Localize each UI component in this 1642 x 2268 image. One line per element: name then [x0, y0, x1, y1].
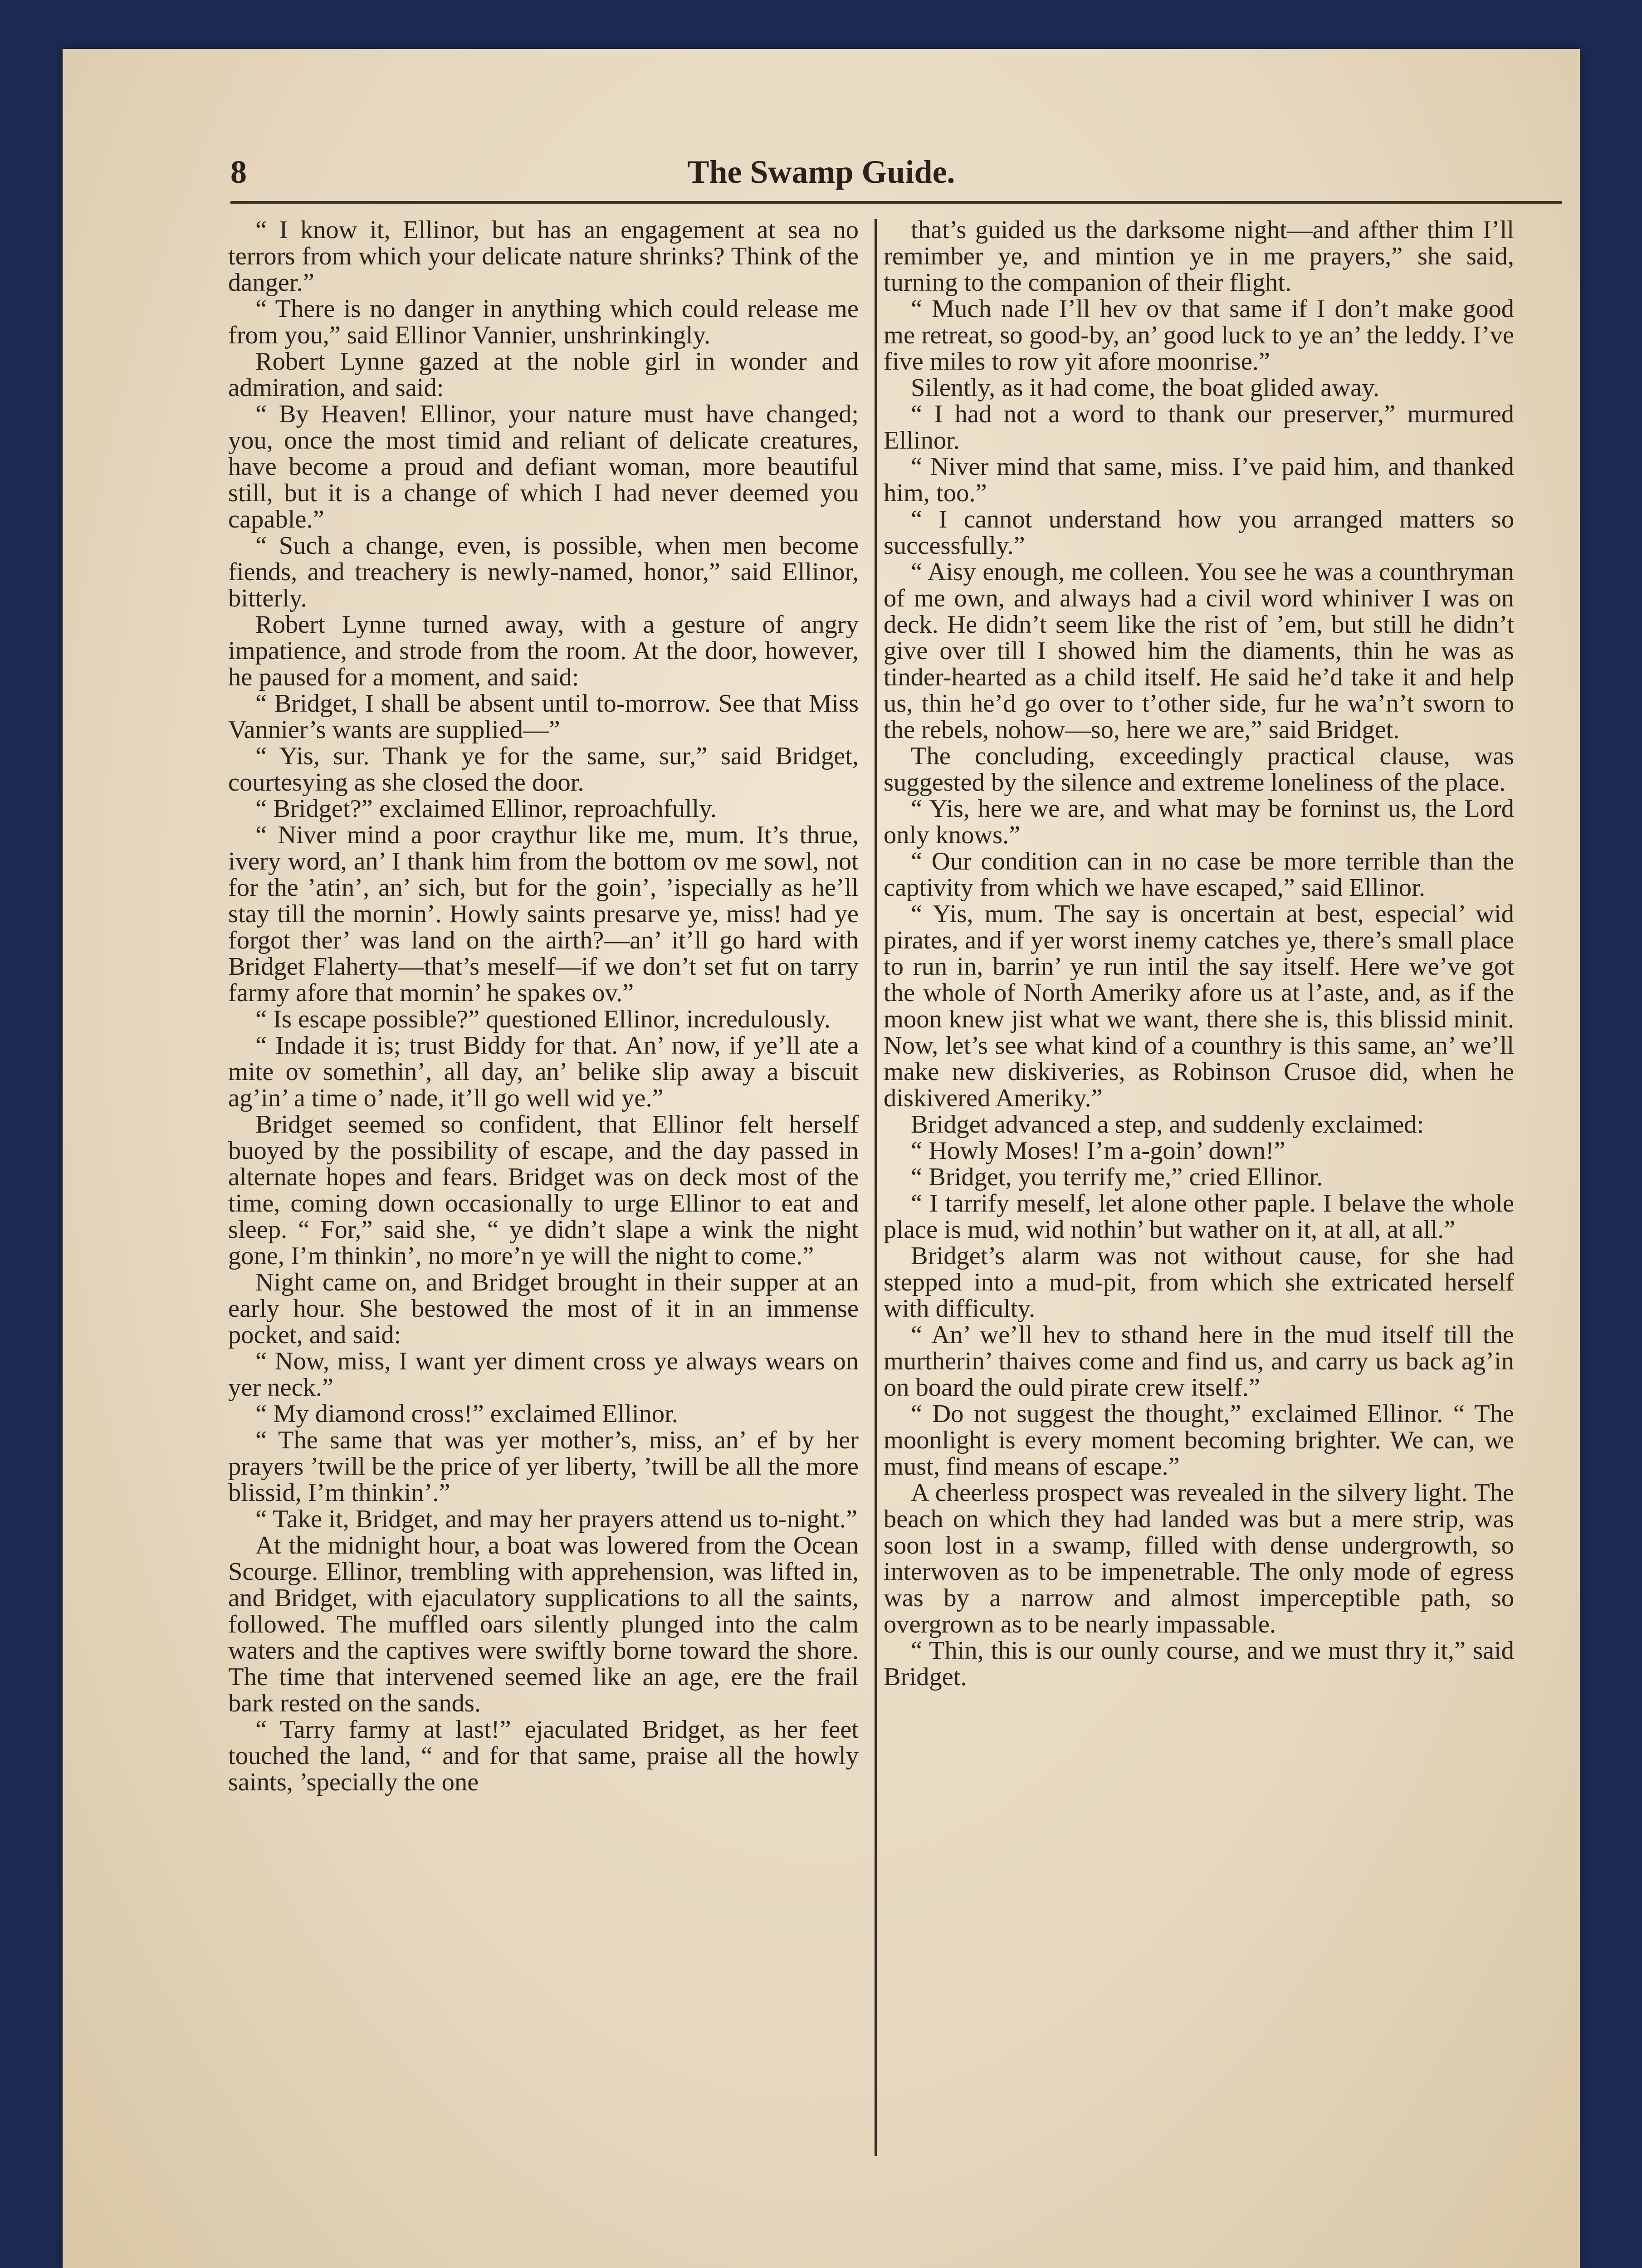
paragraph: “ Thin, this is our ounly course, and we must thry it,” said Bridget. — [884, 1637, 1514, 1691]
paragraph: Bridget’s alarm was not without cause, for she had stepped into a mud-pit, from which she extricated herself with difficulty. — [884, 1242, 1514, 1323]
paragraph: “ My diamond cross!” exclaimed Ellinor. — [255, 1400, 679, 1428]
paragraph: “ Niver mind a poor craythur like me, mum. It’s thrue, ivery word, an’ I thank him from the bottom ov me sowl, not for the ’atin’, an’ sich, but for the goin’, ’ispecially as he’ll stay till the mornin’. Howly saints presarve ye, miss! had ye forgot ther’ was land on the airth?—an’ it’ll go hard with Bridget Flaherty—that’s meself—if we don’t set fut on tarry farmy afore that mornin’ he spakes ov.” — [228, 821, 859, 1007]
paragraph: “ Tarry farmy at last!” ejaculated Bridget, as her feet touched the land, “ and for that same, praise all the howly saints, ’specially the one — [228, 1716, 859, 1796]
paragraph: “ I cannot understand how you arranged matters so successfully.” — [884, 505, 1514, 560]
paragraph: Bridget seemed so confident, that Ellinor felt herself buoyed by the possibility of escape, and the day passed in alternate hopes and fears. Bridget was on deck most of the time, coming down occasionally to urge Ellinor to eat and sleep. “ For,” said she, “ ye didn’t slape a wink the night gone, I’m thinkin’, no more’n ye will the night to come.” — [228, 1110, 859, 1270]
left-column — [228, 217, 859, 1795]
paragraph: Night came on, and Bridget brought in their supper at an early hour. She bestowed the most of it in an immense pocket, and said: — [228, 1268, 859, 1349]
paragraph: At the midnight hour, a boat was lowered from the Ocean Scourge. Ellinor, trembling with apprehension, was lifted in, and Bridget, with ejaculatory supplications to all the saints, followed. The muffled oars silently plunged into the calm waters and the captives were swiftly borne toward the shore. The time that intervened seemed like an age, ere the frail bark rested on the sands. — [228, 1531, 859, 1717]
paragraph: “ Take it, Bridget, and may her prayers attend us to-night.” — [255, 1505, 858, 1533]
paragraph: The concluding, exceedingly practical clause, was suggested by the silence and extreme loneliness of the place. — [884, 742, 1514, 797]
paragraph: Bridget advanced a step, and suddenly exclaimed: — [911, 1110, 1424, 1139]
paragraph: “ Yis, mum. The say is oncertain at best, especial’ wid pirates, and if yer worst inemy catches ye, there’s small place to run in, barrin’ ye run intil the say itself. Here we’ve got the whole of North Ameriky afore us at l’aste, and, as if the moon knew jist what we want, there she is, this blissid minit. Now, let’s see what kind of a counthry is this same, an’ we’ll make new diskiveries, as Robinson Crusoe did, when he diskivered Ameriky.” — [884, 900, 1514, 1112]
page-number: 8 — [230, 154, 247, 190]
paragraph: “ Bridget, I shall be absent until to-morrow. See that Miss Vannier’s wants are supplied—” — [228, 689, 859, 744]
paragraph: “ Aisy enough, me colleen. You see he was a counthryman of me own, and always had a civil word whiniver I was on deck. He didn’t seem like the rist of ’em, but still he didn’t give over till I showed him the diaments, thin he was as tinder-hearted as a child itself. He said he’d take it and help us, thin he’d go over to t’other side, fur he wa’n’t sworn to the rebels, nohow—so, here we are,” said Bridget. — [884, 558, 1514, 744]
header-rule — [230, 201, 1562, 204]
paragraph: “ Bridget, you terrify me,” cried Ellinor. — [911, 1163, 1323, 1191]
paragraph: Robert Lynne turned away, with a gesture of angry impatience, and strode from the room. At the door, however, he paused for a moment, and said: — [228, 611, 859, 691]
paragraph: “ Do not suggest the thought,” exclaimed Ellinor. “ The moonlight is every moment becoming brighter. We can, we must, find means of escape.” — [884, 1400, 1514, 1481]
paragraph: “ Is escape possible?” questioned Ellinor, incredulously. — [255, 1005, 831, 1033]
paragraph: that’s guided us the darksome night—and afther thim I’ll remimber ye, and mintion ye in me prayers,” she said, turning to the companion of their flight. — [884, 216, 1514, 297]
page-header — [63, 49, 1580, 212]
column-divider — [875, 219, 877, 2156]
paragraph: “ Indade it is; trust Biddy for that. An’ now, if ye’ll ate a mite ov somethin’, all day, an’ belike slip away a biscuit ag’in’ a time o’ nade, it’ll go well wid ye.” — [228, 1031, 859, 1112]
paragraph: “ An’ we’ll hev to sthand here in the mud itself till the murtherin’ thaives come and find us, and carry us back ag’in on board the ould pirate crew itself.” — [884, 1321, 1514, 1402]
paragraph: “ Our condition can in no case be more terrible than the captivity from which we have escaped,” said Ellinor. — [884, 847, 1514, 902]
paragraph: “ Much nade I’ll hev ov that same if I don’t make good me retreat, so good-by, an’ good luck to ye an’ the leddy. I’ve five miles to row yit afore moonrise.” — [884, 295, 1514, 376]
paragraph: “ Yis, sur. Thank ye for the same, sur,” said Bridget, courtesying as she closed the door. — [228, 742, 859, 797]
paragraph: “ There is no danger in anything which could release me from you,” said Ellinor Vannier, unshrinkingly. — [228, 295, 859, 349]
paragraph: “ Howly Moses! I’m a-goin’ down!” — [911, 1137, 1285, 1165]
paragraph: “ Such a change, even, is possible, when men become fiends, and treachery is newly-named, honor,” said Ellinor, bitterly. — [228, 532, 859, 612]
paragraph: “ The same that was yer mother’s, miss, an’ ef by her prayers ’twill be the price of yer liberty, ’twill be all the more blissid, I’m thinkin’.” — [228, 1426, 859, 1507]
running-title: The Swamp Guide. — [687, 154, 955, 190]
paragraph: “ Yis, here we are, and what may be forninst us, the Lord only knows.” — [884, 795, 1514, 849]
paragraph: A cheerless prospect was revealed in the silvery light. The beach on which they had landed was but a mere strip, was soon lost in a swamp, filled with dense undergrowth, so interwoven as to be impenetrable. The only mode of egress was by a narrow and almost imperceptible path, so overgrown as to be nearly impassable. — [884, 1479, 1514, 1638]
paragraph: “ I know it, Ellinor, but has an engagement at sea no terrors from which your delicate nature shrinks? Think of the danger.” — [228, 216, 859, 297]
magazine-page — [63, 49, 1580, 2268]
paragraph: “ I had not a word to thank our preserver,” murmured Ellinor. — [884, 400, 1514, 455]
paragraph: “ Niver mind that same, miss. I’ve paid him, and thanked him, too.” — [884, 453, 1514, 507]
paragraph: “ By Heaven! Ellinor, your nature must have changed; you, once the most timid and reliant of delicate creatures, have become a proud and defiant woman, more beautiful still, but it is a change of which I had never deemed you capable.” — [228, 400, 859, 533]
paragraph: “ Bridget?” exclaimed Ellinor, reproachfully. — [255, 795, 717, 823]
paragraph: Robert Lynne gazed at the noble girl in wonder and admiration, and said: — [228, 347, 859, 402]
right-column — [884, 217, 1514, 1690]
paragraph: Silently, as it had come, the boat glided away. — [911, 374, 1379, 402]
paragraph: “ I tarrify meself, let alone other paple. I belave the whole place is mud, wid nothin’ but wather on it, at all, at all.” — [884, 1189, 1514, 1244]
paragraph: “ Now, miss, I want yer diment cross ye always wears on yer neck.” — [228, 1347, 859, 1402]
